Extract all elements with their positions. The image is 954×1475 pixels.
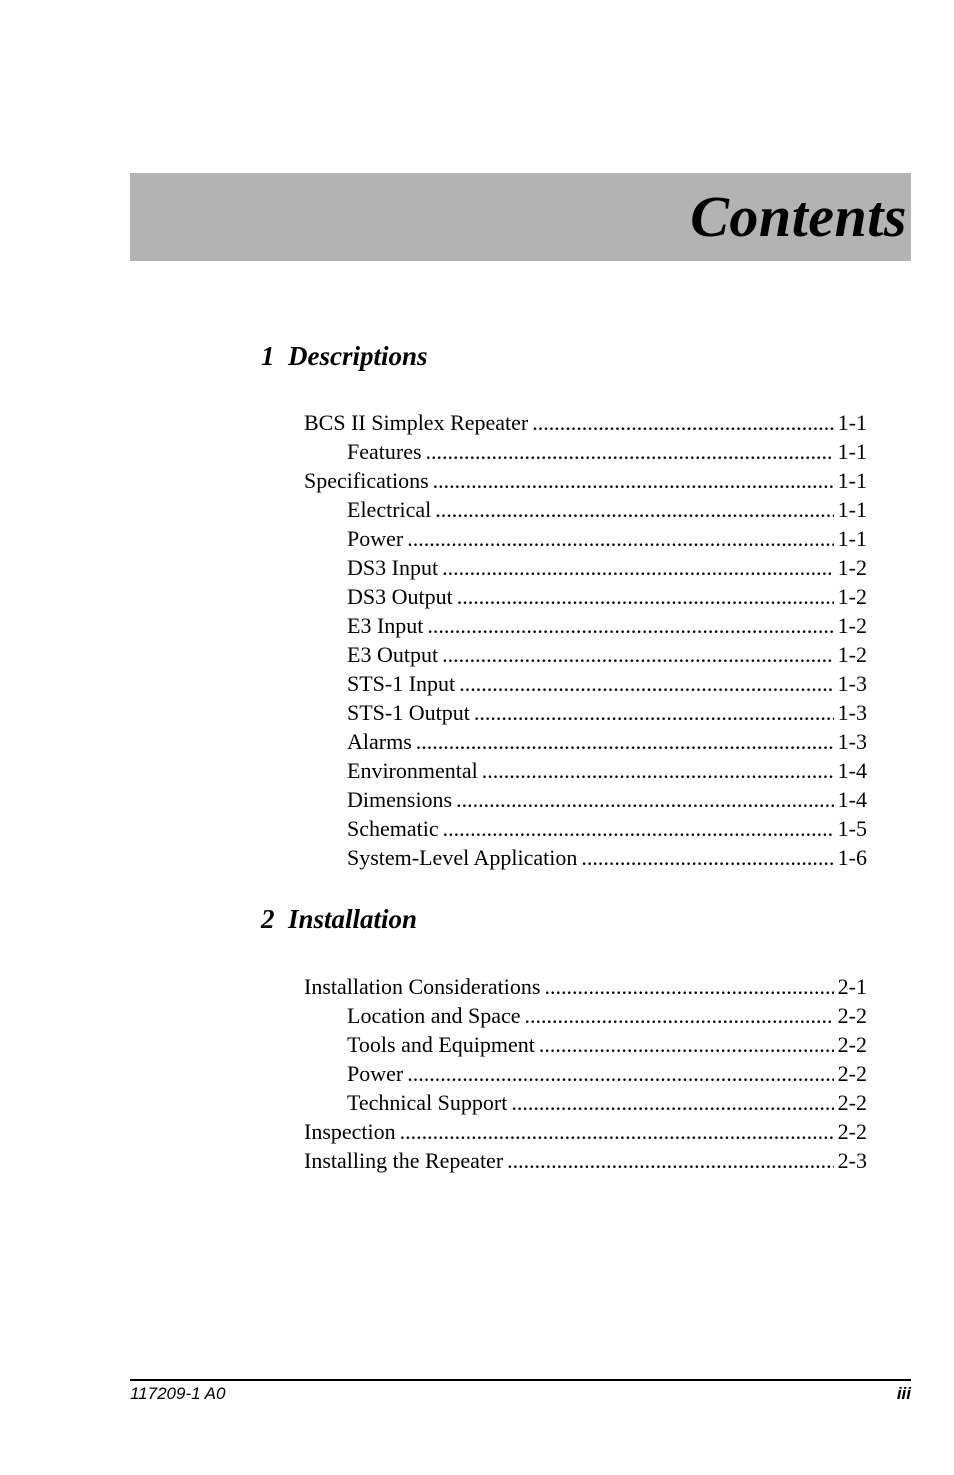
toc-dot-leader	[426, 437, 834, 466]
chapter-heading-installation: 2 Installation	[261, 904, 418, 934]
toc-entry-label: E3 Output	[347, 642, 439, 667]
toc-entry-page-number: 1-1	[837, 468, 867, 493]
toc-dot-leader	[539, 1030, 834, 1059]
toc-entry[interactable]	[304, 785, 867, 814]
toc-dot-leader	[400, 1117, 834, 1146]
toc-entry-page-number: 1-1	[837, 497, 867, 522]
toc-entry-page-number: 1-2	[837, 584, 867, 609]
toc-dot-leader	[525, 1001, 834, 1030]
toc-entry-page-number: 1-3	[837, 671, 867, 696]
toc-entry[interactable]	[304, 1030, 867, 1059]
toc-entry-page-number: 2-1	[837, 974, 867, 999]
toc-entry-page-number: 2-2	[837, 1003, 867, 1028]
toc-entry[interactable]	[304, 1146, 867, 1175]
toc-entry-label: Environmental	[347, 758, 478, 783]
toc-entry[interactable]	[304, 582, 867, 611]
toc-entry-label: Installing the Repeater	[304, 1148, 504, 1173]
toc-entry[interactable]	[304, 495, 867, 524]
toc-entry-label: DS3 Output	[347, 584, 453, 609]
toc-dot-leader	[427, 611, 833, 640]
toc-dot-leader	[581, 843, 833, 872]
toc-entry-label: Features	[347, 439, 422, 464]
chapter-heading-descriptions: 1 Descriptions	[261, 341, 428, 371]
contents-banner	[130, 173, 911, 261]
toc-entry[interactable]	[304, 972, 867, 1001]
footer-divider	[130, 1379, 911, 1381]
toc-list-descriptions	[304, 408, 867, 872]
toc-entry[interactable]	[304, 669, 867, 698]
toc-entry-page-number: 1-2	[837, 555, 867, 580]
toc-entry-label: Power	[347, 1061, 404, 1086]
toc-entry[interactable]	[304, 408, 867, 437]
toc-entry-page-number: 1-3	[837, 729, 867, 754]
toc-dot-leader	[457, 582, 834, 611]
toc-entry[interactable]	[304, 1088, 867, 1117]
toc-entry-page-number: 2-2	[837, 1061, 867, 1086]
toc-entry[interactable]	[304, 553, 867, 582]
toc-dot-leader	[532, 408, 833, 437]
toc-dot-leader	[507, 1146, 834, 1175]
toc-entry-label: Power	[347, 526, 404, 551]
toc-dot-leader	[474, 698, 834, 727]
toc-entry-page-number: 1-1	[837, 526, 867, 551]
toc-dot-leader	[482, 756, 834, 785]
toc-entry-label: STS-1 Input	[347, 671, 456, 696]
toc-dot-leader	[442, 640, 834, 669]
toc-entry-page-number: 2-2	[837, 1032, 867, 1057]
toc-dot-leader	[544, 972, 833, 1001]
toc-dot-leader	[433, 466, 834, 495]
toc-dot-leader	[435, 495, 833, 524]
toc-entry-page-number: 1-6	[837, 845, 867, 870]
toc-entry[interactable]	[304, 611, 867, 640]
toc-entry[interactable]	[304, 814, 867, 843]
toc-entry[interactable]	[304, 524, 867, 553]
toc-dot-leader	[456, 785, 834, 814]
toc-entry-page-number: 2-2	[837, 1119, 867, 1144]
toc-entry-label: Tools and Equipment	[347, 1032, 535, 1057]
toc-entry-label: E3 Input	[347, 613, 424, 638]
toc-entry-label: Electrical	[347, 497, 432, 522]
toc-entry[interactable]	[304, 727, 867, 756]
page-title: Contents	[690, 184, 907, 249]
toc-entry-page-number: 1-3	[837, 700, 867, 725]
toc-entry-page-number: 1-2	[837, 642, 867, 667]
toc-entry-label: Technical Support	[347, 1090, 508, 1115]
toc-dot-leader	[407, 524, 833, 553]
toc-entry[interactable]	[304, 1117, 867, 1146]
toc-entry-label: System-Level Application	[347, 845, 578, 870]
toc-entry-page-number: 1-5	[837, 816, 867, 841]
toc-entry-page-number: 1-1	[837, 439, 867, 464]
toc-entry-label: Dimensions	[347, 787, 453, 812]
toc-entry-label: Schematic	[347, 816, 439, 841]
toc-entry-page-number: 2-3	[837, 1148, 867, 1173]
toc-dot-leader	[442, 553, 834, 582]
toc-entry-label: Specifications	[304, 468, 429, 493]
toc-entry-label: Location and Space	[347, 1003, 521, 1028]
toc-entry-page-number: 1-1	[837, 410, 867, 435]
toc-dot-leader	[416, 727, 834, 756]
toc-entry[interactable]	[304, 640, 867, 669]
toc-dot-leader	[443, 814, 834, 843]
toc-dot-leader	[511, 1088, 833, 1117]
toc-entry-label: BCS II Simplex Repeater	[304, 410, 529, 435]
toc-entry-page-number: 2-2	[837, 1090, 867, 1115]
toc-entry-label: Inspection	[304, 1119, 396, 1144]
toc-dot-leader	[459, 669, 833, 698]
toc-entry-page-number: 1-4	[837, 787, 867, 812]
toc-entry[interactable]	[304, 1059, 867, 1088]
toc-entry-page-number: 1-2	[837, 613, 867, 638]
toc-entry[interactable]	[304, 466, 867, 495]
toc-dot-leader	[407, 1059, 833, 1088]
toc-entry[interactable]	[304, 756, 867, 785]
toc-entry[interactable]	[304, 1001, 867, 1030]
toc-entry-page-number: 1-4	[837, 758, 867, 783]
toc-list-installation	[304, 972, 867, 1175]
footer-doc-number: 117209-1 A0	[130, 1384, 226, 1403]
toc-entry[interactable]	[304, 437, 867, 466]
toc-entry[interactable]	[304, 843, 867, 872]
toc-entry-label: Alarms	[347, 729, 412, 754]
footer-page-number: iii	[896, 1384, 911, 1403]
toc-entry-label: Installation Considerations	[304, 974, 541, 999]
toc-entry-label: DS3 Input	[347, 555, 439, 580]
toc-entry[interactable]	[304, 698, 867, 727]
toc-entry-label: STS-1 Output	[347, 700, 470, 725]
